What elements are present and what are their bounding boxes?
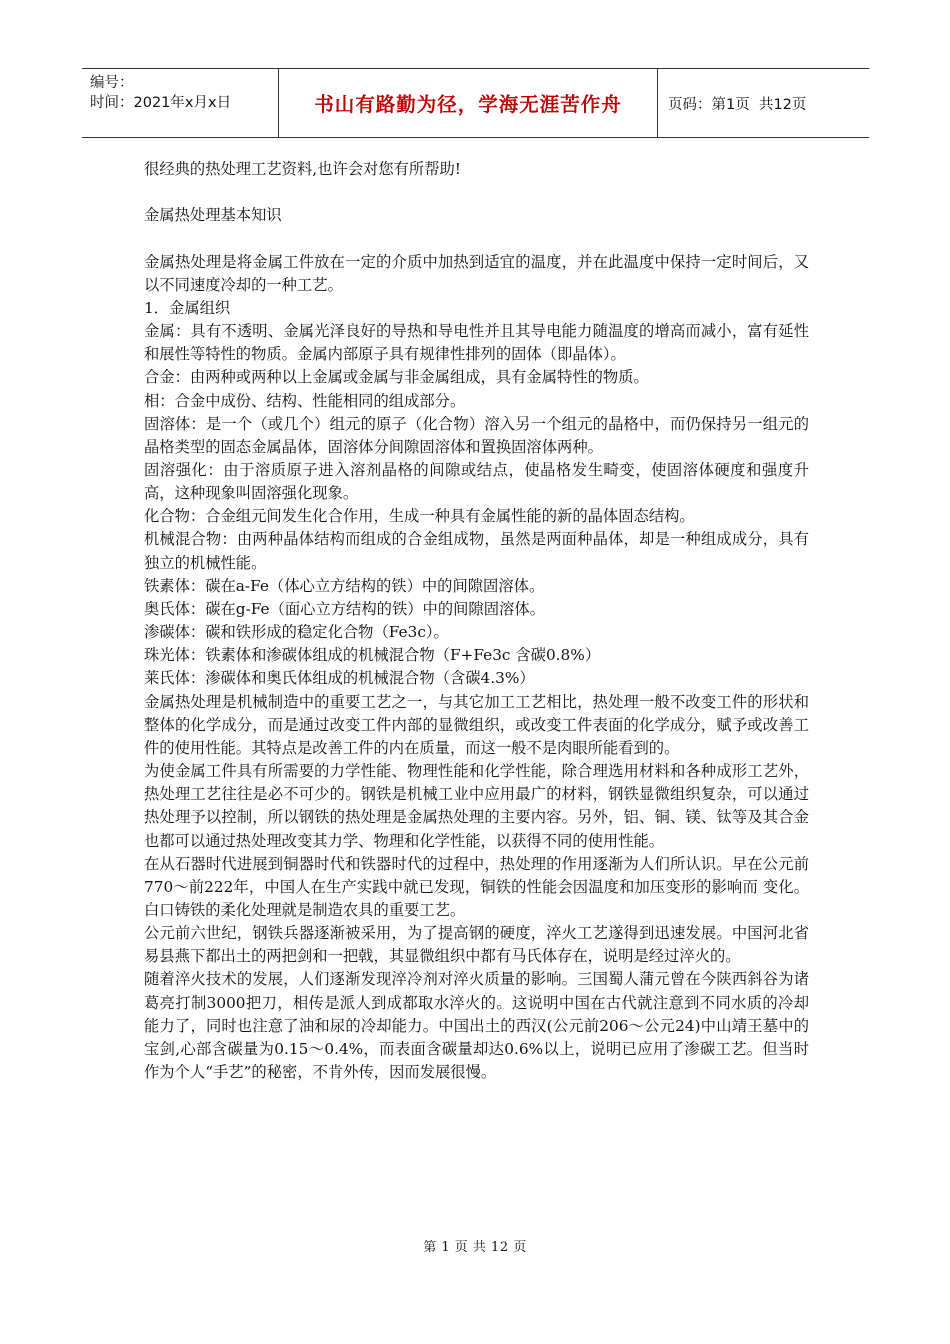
document-body [144, 158, 809, 1084]
paragraph: 金属：具有不透明、金属光泽良好的导热和导电性并且其导电能力随温度的增高而减小，富有延性和展性等特性的物质。金属内部原子具有规律性排列的固体（即晶体）。 [144, 322, 809, 364]
section-heading: 1．金属组织 [144, 298, 231, 317]
document-number-label: 编号： [90, 75, 134, 91]
paragraph: 固溶强化：由于溶质原子进入溶剂晶格的间隙或结点，使晶格发生畸变，使固溶体硬度和强度升高，这种现象叫固溶强化现象。 [144, 461, 809, 503]
paragraph: 随着淬火技术的发展，人们逐渐发现淬冷剂对淬火质量的影响。三国蜀人蒲元曾在今陕西斜谷为诸葛亮打制3000把刀，相传是派人到成都取水淬火的。这说明中国在古代就注意到不同水质的冷却能力了，同时也注意了油和尿的冷却能力。中国出土的西汉(公元前206～公元24)中山靖王墓中的宝剑,心部含碳量为0.15～0.4%，而表面含碳量却达0.6%以上，说明已应用了渗碳工艺。但当时作为个人“手艺”的秘密，不肯外传，因而发展很慢。 [144, 970, 809, 1082]
paragraph: 渗碳体：碳和铁形成的稳定化合物（Fe3c）。 [144, 623, 449, 642]
paragraph: 珠光体：铁素体和渗碳体组成的机械混合物（F+Fe3c 含碳0.8%） [144, 646, 601, 665]
header-table [82, 68, 869, 138]
paragraph: 化合物：合金组元间发生化合作用，生成一种具有金属性能的新的晶体固态结构。 [144, 507, 695, 526]
paragraph: 在从石器时代进展到铜器时代和铁器时代的过程中，热处理的作用逐渐为人们所认识。早在公元前770～前222年，中国人在生产实践中就已发现，铜铁的性能会因温度和加压变形的影响而 变化。白口铸铁的柔化处理就是制造农具的重要工艺。 [144, 854, 809, 919]
paragraph: 奥氏体：碳在g-Fe（面心立方结构的铁）中的间隙固溶体。 [144, 599, 545, 618]
paragraph: 铁素体：碳在a-Fe（体心立方结构的铁）中的间隙固溶体。 [144, 576, 545, 595]
document-date: 时间：2021年x月x日 [90, 95, 232, 111]
header-page-info [658, 69, 869, 137]
header-motto: 书山有路勤为径，学海无涯苦作舟 [278, 69, 658, 137]
paragraph: 机械混合物：由两种晶体结构而组成的合金组成物，虽然是两面种晶体，却是一种组成成分，具有独立的机械性能。 [144, 530, 809, 572]
paragraph: 为使金属工件具有所需要的力学性能、物理性能和化学性能，除合理选用材料和各种成形工艺外，热处理工艺往往是必不可少的。钢铁是机械工业中应用最广的材料，钢铁显微组织复杂，可以通过热处理予以控制，所以钢铁的热处理是金属热处理的主要内容。另外，铝、铜、镁、钛等及其合金也都可以通过热处理改变其力学、物理和化学性能，以获得不同的使用性能。 [144, 762, 809, 850]
paragraph: 固溶体：是一个（或几个）组元的原子（化合物）溶入另一个组元的晶格中，而仍保持另一组元的晶格类型的固态金属晶体，固溶体分间隙固溶体和置换固溶体两种。 [144, 414, 809, 456]
intro-line: 很经典的热处理工艺资料,也许会对您有所帮助! [144, 160, 461, 178]
footer-page-number: 第 1 页 共 12 页 [423, 1240, 527, 1255]
document-title: 金属热处理基本知识 [144, 206, 282, 225]
paragraph: 金属热处理是机械制造中的重要工艺之一，与其它加工工艺相比，热处理一般不改变工件的形状和整体的化学成分，而是通过改变工件内部的显微组织，或改变工件表面的化学成分，赋予或改善工件的使用性能。其特点是改善工件的内在质量，而这一般不是肉眼所能看到的。 [144, 692, 809, 757]
paragraph: 公元前六世纪，钢铁兵器逐渐被采用，为了提高钢的硬度，淬火工艺遂得到迅速发展。中国河北省易县燕下都出土的两把剑和一把戟，其显微组织中都有马氏体存在，说明是经过淬火的。 [144, 924, 809, 966]
page-footer [0, 1236, 950, 1255]
paragraph: 莱氏体：渗碳体和奥氏体组成的机械混合物（含碳4.3%） [144, 669, 535, 688]
paragraph: 相：合金中成份、结构、性能相同的组成部分。 [144, 391, 466, 410]
page-info-text: 页码：第1页 共12页 [668, 96, 807, 113]
paragraph: 金属热处理是将金属工件放在一定的介质中加热到适宜的温度，并在此温度中保持一定时间后，又以不同速度冷却的一种工艺。 [144, 252, 809, 294]
paragraph: 合金：由两种或两种以上金属或金属与非金属组成，具有金属特性的物质。 [144, 368, 649, 387]
header-meta [82, 69, 278, 137]
